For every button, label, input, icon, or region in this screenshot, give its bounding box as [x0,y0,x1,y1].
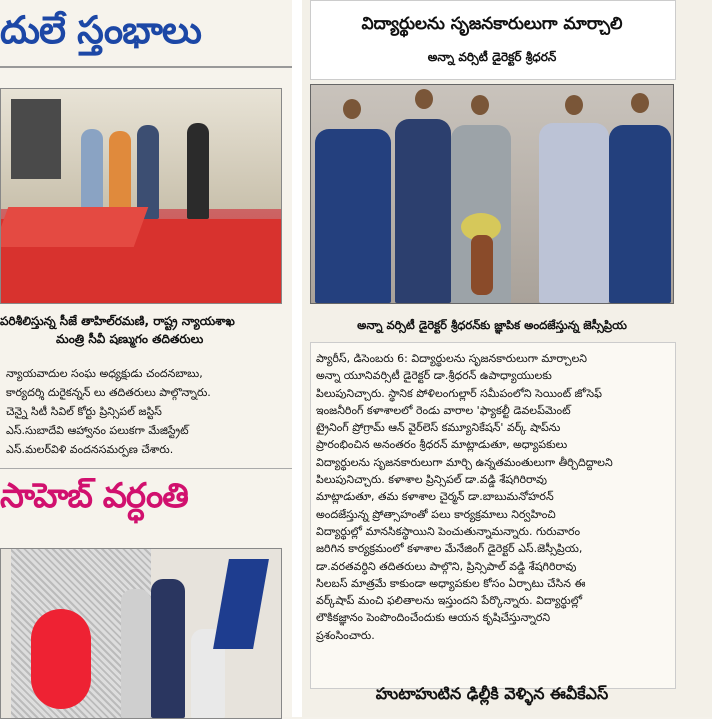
photo-person-head [415,89,433,109]
photo-garland [31,609,91,709]
right-article-body [316,350,668,644]
body-line: విద్యార్థుల్లో మానసికస్థాయిని పెంచుతున్నామన్నారు. గురువారం [316,524,581,538]
body-line: అన్నా యూనివర్సిటీ డైరెక్టర్ డా.శ్రీధరన్ ఉపాధ్యాయులకు [316,369,552,383]
body-line: ప్యారీస్, డిసెంబరు 6: విద్యార్థులను సృజనకారులుగా మార్చాలని [316,352,588,365]
photo-vase [471,235,493,295]
body-line: లౌకికజ్ఞానం పెంపొందించేందుకు ఆయన కృషిచేస్తున్నారని [316,611,551,625]
article-subtitle: అన్నా వర్సిటీ డైరెక్టర్ శ్రీధరన్ [427,50,557,64]
body-line: ట్రైనింగ్ ప్రోగ్రామ్ ఆన్ వైర్‌లెస్ కమ్యూనికేషన్' వర్క్ షాప్‌ను [316,421,561,435]
body-line: న్యాయవాదుల సంఘ అధ్యక్షుడు చందనబాబు, [6,367,203,380]
body-line: కార్యదర్శి దురైకన్నన్ లు తదితరులు పాల్గొన్నారు. [6,386,211,399]
court-photo [0,88,282,304]
photo-person-head [631,93,649,113]
body-line: జరిగిన కార్యక్రమంలో కళాశాల మేనేజింగ్ డైరెక్టర్ ఎస్.జెస్సీప్రియ, [316,542,583,556]
body-line: అందజేస్తున్న ప్రోత్సాహంతో పలు కార్యక్రమాలు నిర్వహించి [316,507,556,521]
column-divider [292,0,302,717]
body-line: సిలబస్ మాత్రమే కాకుండా అధ్యాపకుల కోసం ఏర్పాటు చేసిన ఈ [316,576,586,590]
body-line: మాట్లాడుతూ, తమ కళాశాల చైర్మన్ డా.బాబుమనోహరన్ [316,490,554,504]
body-line: ప్రశంసించారు. [316,628,375,642]
photo-person [137,125,159,219]
photo-person-head [565,95,583,115]
photo-window [11,99,61,179]
left-headline-2: సాహెబ్ వర్ధంతి [0,476,188,516]
photo-person [121,589,151,718]
photo-table-edge [0,207,148,247]
body-line: ప్రారంభించిన అనంతరం శ్రీధరన్ మాట్లాడుతూ, అధ్యాపకులు [316,438,568,452]
left-headline: దులే స్తంభాలు [0,8,201,52]
next-headline: హుటాహుటిన ఢిల్లీకి వెళ్ళిన ఈవీకేఎస్ [375,684,609,703]
photo-person [315,129,391,303]
photo-person-head [471,95,489,115]
memorial-photo [0,548,282,719]
body-line: ఎస్.మలర్‌విళి వందనసమర్పణ చేశారు. [6,443,174,456]
photo-person [187,123,209,219]
photo-person [395,119,451,303]
photo-person [109,131,131,219]
article-title: విద్యార్థులను సృజనకారులుగా మార్చాలి [361,14,623,34]
body-line: చెన్నై సిటీ సివిల్ కోర్టు ప్రిన్సిపల్ జస్టిస్ [6,405,162,418]
photo-person [609,125,671,303]
photo-person-head [343,99,361,119]
photo-person [151,579,185,718]
body-line: ఎస్.సుబాదేవి ఆహ్వానం పలుకగా మేజిస్ట్రేట్ [6,424,189,437]
photo-flag [213,559,269,649]
headline-box [310,0,676,80]
left-rule [0,468,292,469]
photo-person [539,123,609,303]
photo-person [81,129,103,219]
body-line: ఇంజనీరింగ్ కళాశాలలో రెండు వారాల 'ఫ్యాకల్టీ డెవలప్‌మెంట్ [316,403,571,417]
award-photo [310,84,674,304]
body-line: డా.వరతవర్ధిని తదితరులు పాల్గొని, ప్రిన్సిపాల్ వడ్డి శేషగిరిరావు [316,559,577,573]
left-article-body [6,364,282,459]
photo-caption [0,312,292,348]
body-line: వర్క్‌షాప్ మంచి ఫలితాలను ఇస్తుందని పేర్కొన్నారు. విద్యార్థుల్లో [316,594,583,608]
left-rule-top [0,66,292,68]
body-line: పిలుపునిచ్చారు. స్థానిక పోళిలంగుల్లార్ సమీపంలోని సెయింట్ జోసెఫ్ [316,386,602,400]
body-line: విద్యార్థులను సృజనకారులుగా మార్చి ఉన్నతమంతులుగా తీర్చిదిద్దాలని [316,455,613,469]
caption-line: పరిశీలిస్తున్న సీజే తాహిల్‌రమణి, రాష్ట్ర న్యాయశాఖ [0,314,235,328]
photo-caption: అన్నా వర్సిటీ డైరెక్టర్ శ్రీధరన్‌కు జ్ఞాపిక అందజేస్తున్న జెస్సీప్రియ [357,318,627,332]
body-line: పిలుపునిచ్చారు. కళాశాల ప్రిన్సిపల్ డా.వడ్డి శేషగిరిరావు [316,473,548,487]
caption-line: మంత్రి సీవీ షణ్ముగం తదితరులు [56,332,204,346]
